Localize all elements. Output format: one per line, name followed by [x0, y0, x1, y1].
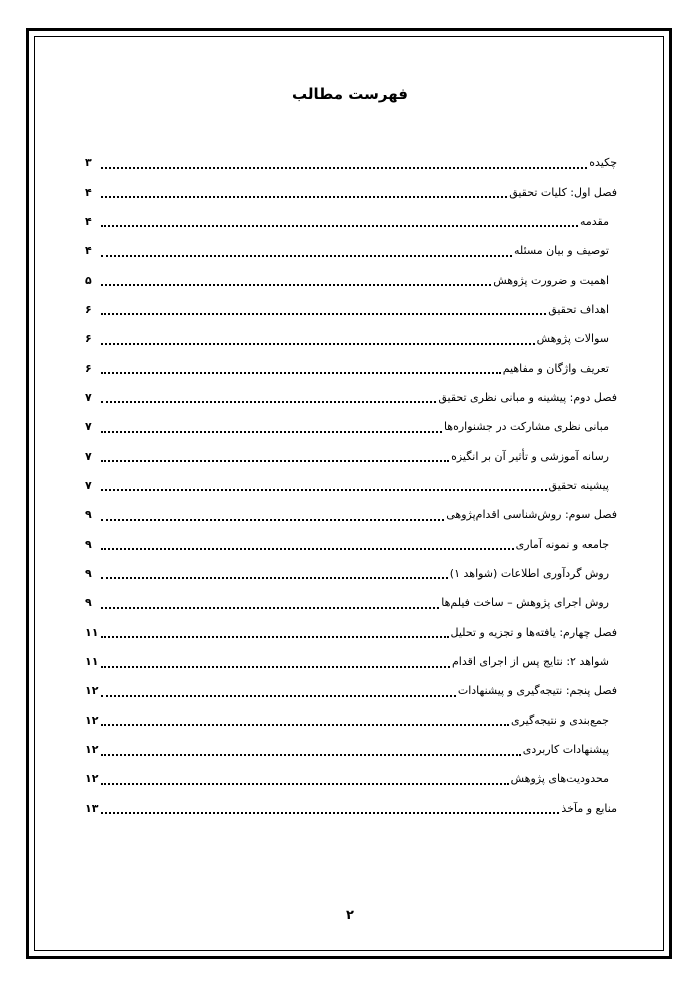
- toc-entry-page: ۱۳: [85, 801, 99, 815]
- dot-leader: [101, 157, 587, 169]
- dot-leader: [101, 626, 449, 638]
- toc-entry-page: ۱۲: [85, 743, 99, 757]
- dot-leader: [101, 656, 450, 668]
- toc-entry-label: شواهد ۲: نتایج پس از اجرای اقدام: [451, 655, 609, 669]
- toc-entry[interactable]: [85, 471, 617, 500]
- dot-leader: [101, 773, 509, 785]
- toc-entry-page: ۶: [85, 302, 92, 316]
- toc-entry-label: توصیف و بیان مسئله: [514, 244, 609, 258]
- toc-entry-page: ۷: [85, 390, 92, 404]
- toc-entry[interactable]: [85, 412, 617, 441]
- dot-leader: [101, 450, 449, 462]
- toc-entry-page: ۶: [85, 332, 92, 346]
- page-title: فهرست مطالب: [292, 85, 408, 103]
- toc-entry-page: ۱۲: [85, 772, 99, 786]
- dot-leader: [101, 538, 514, 550]
- dot-leader: [101, 714, 509, 726]
- toc-entry[interactable]: [85, 588, 617, 617]
- toc-entry-page: ۱۱: [85, 655, 99, 669]
- toc-entry-page: ۹: [85, 596, 92, 610]
- toc-entry-page: ۹: [85, 537, 92, 551]
- toc-entry-page: ۵: [85, 273, 92, 287]
- toc-entry-label: تعریف واژگان و مفاهیم: [502, 361, 609, 375]
- toc-entry-label: روش اجرای پژوهش – ساخت فیلم‌ها: [441, 596, 609, 610]
- toc-entry[interactable]: [85, 441, 617, 470]
- toc-entry[interactable]: [85, 265, 617, 294]
- dot-leader: [101, 567, 448, 579]
- toc-entry-label: فصل دوم: پیشینه و مبانی نظری تحقیق: [438, 390, 617, 404]
- toc-entry[interactable]: [85, 295, 617, 324]
- toc-entry-label: مقدمه: [579, 214, 609, 228]
- toc-entry-page: ۶: [85, 361, 92, 375]
- toc-entry-page: ۷: [85, 449, 92, 463]
- toc-entry-label: سوالات پژوهش: [536, 332, 609, 346]
- toc-entry-label: پیشینه تحقیق: [548, 478, 609, 492]
- toc-entry-label: پیشنهادات کاربردی: [522, 743, 609, 757]
- table-of-contents: [85, 148, 617, 823]
- toc-entry-page: ۱۲: [85, 713, 99, 727]
- dot-leader: [101, 509, 444, 521]
- toc-entry-label: چکیده: [589, 156, 617, 170]
- toc-entry[interactable]: [85, 207, 617, 236]
- toc-entry[interactable]: [85, 529, 617, 558]
- toc-entry-page: ۱۱: [85, 625, 99, 639]
- toc-entry[interactable]: [85, 324, 617, 353]
- toc-entry[interactable]: [85, 236, 617, 265]
- toc-entry-page: ۴: [85, 185, 92, 199]
- toc-entry-label: رسانه آموزشی و تأثیر آن بر انگیزه: [451, 449, 609, 463]
- toc-entry-page: ۹: [85, 566, 92, 580]
- toc-entry[interactable]: [85, 706, 617, 735]
- toc-entry-label: فصل پنجم: نتیجه‌گیری و پیشنهادات: [457, 684, 617, 698]
- toc-entry-label: فصل چهارم: یافته‌ها و تجزیه و تحلیل: [450, 625, 617, 639]
- dot-leader: [101, 391, 436, 403]
- dot-leader: [101, 744, 521, 756]
- toc-entry-page: ۱۲: [85, 684, 99, 698]
- dot-leader: [101, 802, 559, 814]
- dot-leader: [101, 303, 546, 315]
- toc-entry[interactable]: [85, 383, 617, 412]
- toc-entry-label: فصل سوم: روش‌شناسی اقدام‌پژوهی: [446, 508, 617, 522]
- toc-entry[interactable]: [85, 794, 617, 823]
- toc-entry-page: ۷: [85, 478, 92, 492]
- dot-leader: [101, 362, 501, 374]
- dot-leader: [101, 215, 578, 227]
- toc-entry[interactable]: [85, 177, 617, 206]
- toc-entry-page: ۳: [85, 156, 92, 170]
- dot-leader: [101, 421, 442, 433]
- toc-entry-label: روش گردآوری اطلاعات (شواهد ۱): [449, 566, 609, 580]
- toc-entry-label: اهداف تحقیق: [548, 302, 609, 316]
- dot-leader: [101, 597, 439, 609]
- toc-entry-label: جامعه و نمونه آماری: [515, 537, 609, 551]
- toc-entry[interactable]: [85, 559, 617, 588]
- toc-entry-page: ۹: [85, 508, 92, 522]
- toc-entry[interactable]: [85, 764, 617, 793]
- toc-entry[interactable]: [85, 500, 617, 529]
- toc-entry-label: اهمیت و ضرورت پژوهش: [493, 273, 609, 287]
- dot-leader: [101, 479, 547, 491]
- toc-entry[interactable]: [85, 735, 617, 764]
- toc-entry-page: ۴: [85, 214, 92, 228]
- toc-entry-label: مبانی نظری مشارکت در جشنواره‌ها: [443, 420, 609, 434]
- toc-entry[interactable]: [85, 148, 617, 177]
- toc-entry-page: ۷: [85, 420, 92, 434]
- page-number: ۲: [346, 908, 354, 923]
- toc-entry-label: محدودیت‌های پژوهش: [510, 772, 609, 786]
- toc-entry[interactable]: [85, 618, 617, 647]
- dot-leader: [101, 333, 535, 345]
- toc-entry[interactable]: [85, 647, 617, 676]
- toc-entry-page: ۴: [85, 244, 92, 258]
- dot-leader: [101, 186, 507, 198]
- toc-entry[interactable]: [85, 676, 617, 705]
- dot-leader: [101, 245, 512, 257]
- dot-leader: [101, 274, 491, 286]
- dot-leader: [101, 685, 456, 697]
- toc-entry-label: منابع و مآخذ: [561, 801, 617, 815]
- toc-entry-label: جمع‌بندی و نتیجه‌گیری: [510, 713, 609, 727]
- toc-entry-label: فصل اول: کلیات تحقیق: [509, 185, 617, 199]
- toc-entry[interactable]: [85, 353, 617, 382]
